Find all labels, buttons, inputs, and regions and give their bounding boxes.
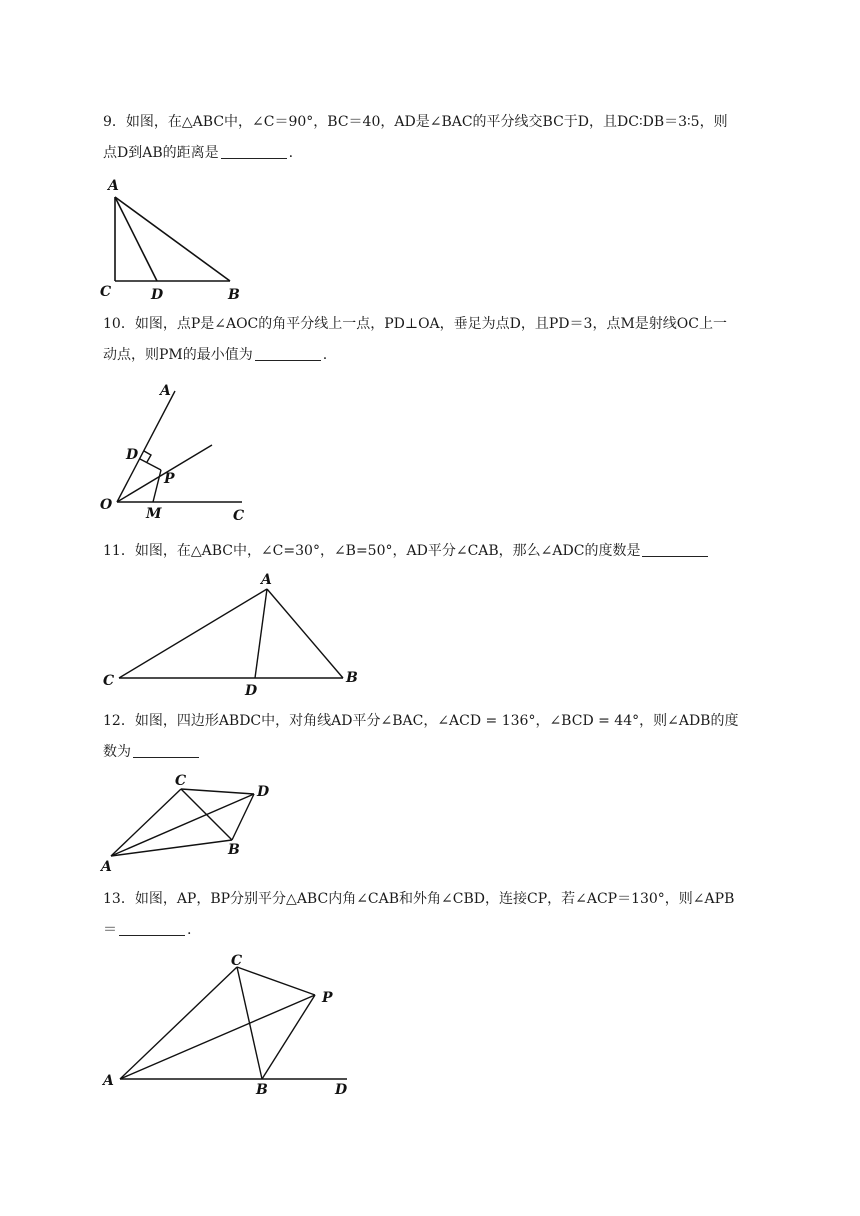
answer-blank-13[interactable] xyxy=(119,921,185,936)
label-A: A xyxy=(160,383,171,399)
label-A: A xyxy=(103,1073,114,1089)
answer-blank-9[interactable] xyxy=(221,144,287,159)
label-A: A xyxy=(108,178,119,194)
label-P: P xyxy=(322,990,333,1006)
question-13: 13．如图，AP，BP分别平分△ABC内角∠CAB和外角∠CBD，连接CP，若∠ACP＝130°，则∠APB ＝ . xyxy=(103,889,763,940)
figure-10 xyxy=(95,378,265,526)
question-9-line1: 9．如图，在△ABC中，∠C＝90°，BC＝40，AD是∠BAC的平分线交BC于D，且DC∶DB＝3∶5，则 xyxy=(103,114,728,130)
question-9-line2: 点D到AB的距离是 xyxy=(103,145,219,161)
question-13-line1: 13．如图，AP，BP分别平分△ABC内角∠CAB和外角∠CBD，连接CP，若∠ACP＝130°，则∠APB xyxy=(103,891,735,907)
question-12-line2: 数为 xyxy=(103,744,131,760)
label-O: O xyxy=(100,497,113,513)
label-C: C xyxy=(175,773,187,789)
question-10: 10．如图，点P是∠AOC的角平分线上一点，PD⊥OA，垂足为点D，且PD＝3，点M是射线OC上一 动点，则PM的最小值为 . xyxy=(103,314,763,365)
question-12-line1: 12．如图，四边形ABDC中，对角线AD平分∠BAC，∠ACD = 136°，∠BCD = 44°，则∠ADB的度 xyxy=(103,713,739,729)
label-D: D xyxy=(335,1082,348,1098)
label-D: D xyxy=(257,784,270,800)
label-C: C xyxy=(100,284,112,300)
answer-blank-10[interactable] xyxy=(255,346,321,361)
question-13-line2: ＝ xyxy=(103,922,117,938)
label-C: C xyxy=(103,673,115,689)
label-A: A xyxy=(261,572,272,588)
label-D: D xyxy=(245,683,258,699)
figure-13 xyxy=(95,948,360,1103)
label-D: D xyxy=(151,287,164,303)
label-B: B xyxy=(228,842,240,858)
label-B: B xyxy=(256,1082,268,1098)
question-11 xyxy=(103,541,763,561)
label-C: C xyxy=(231,953,243,969)
answer-blank-11[interactable] xyxy=(642,542,708,557)
label-B: B xyxy=(228,287,240,303)
question-11-line1: 11．如图，在△ABC中，∠C=30°，∠B=50°，AD平分∠CAB，那么∠ADC的度数是 xyxy=(103,543,641,559)
figure-12 xyxy=(95,770,285,878)
label-A: A xyxy=(101,859,112,875)
question-10-line1: 10．如图，点P是∠AOC的角平分线上一点，PD⊥OA，垂足为点D，且PD＝3，点M是射线OC上一 xyxy=(103,316,727,332)
answer-blank-12[interactable] xyxy=(133,743,199,758)
figure-11 xyxy=(95,568,370,700)
figure-9 xyxy=(95,172,255,304)
question-9: 9．如图，在△ABC中，∠C＝90°，BC＝40，AD是∠BAC的平分线交BC于D，且DC∶DB＝3∶5，则 点D到AB的距离是 . xyxy=(103,112,763,163)
question-12 xyxy=(103,711,763,762)
label-B: B xyxy=(346,670,358,686)
label-P: P xyxy=(164,471,175,487)
label-M: M xyxy=(146,506,162,522)
question-10-line2: 动点，则PM的最小值为 xyxy=(103,347,253,363)
label-C: C xyxy=(233,508,245,524)
label-D: D xyxy=(126,447,139,463)
